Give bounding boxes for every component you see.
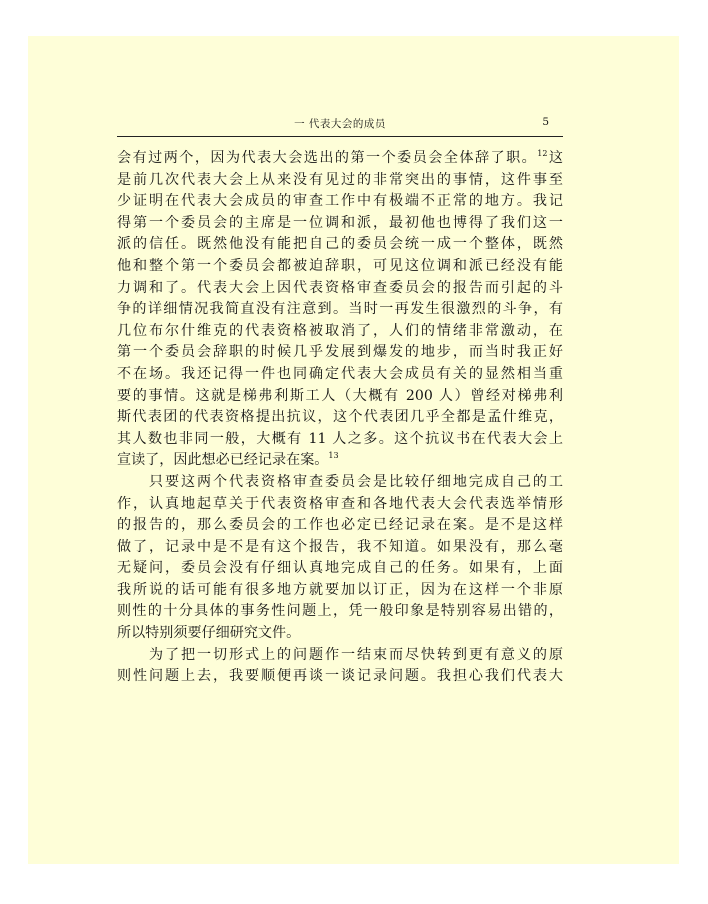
- line-text: 得第一个委员会的主席是一位调和派，最初他也博得了我们这一: [117, 214, 563, 231]
- line-text: 的报告的，那么委员会的工作也必定已经记录在案。是不是这样: [117, 517, 563, 534]
- text-line: [117, 148, 563, 170]
- line-text: 斯代表团的代表资格提出抗议，这个代表团几乎全都是孟什维克，: [117, 409, 563, 426]
- line-text-tail: 这: [547, 150, 564, 166]
- line-text: 做了，记录中是不是有这个报告，我不知道。如果没有，那么毫: [117, 538, 563, 555]
- line-text: 宣读了，因此想必已经记录在案。: [117, 452, 329, 469]
- text-line: [117, 666, 563, 688]
- line-text: 他和整个第一个委员会都被迫辞职，可见这位调和派已经没有能: [117, 257, 563, 274]
- line-text: 为了把一切形式上的问题作一结束而尽快转到更有意义的原: [117, 646, 563, 663]
- text-line: [117, 191, 563, 213]
- line-text: 则性问题上去，我要顺便再谈一谈记录问题。我担心我们代表大: [117, 668, 563, 685]
- text-line: [117, 515, 563, 537]
- header-title: 一 代表大会的成员: [294, 118, 386, 130]
- line-text: 几位布尔什维克的代表资格被取消了，人们的情绪非常激动，在: [117, 322, 563, 339]
- text-line: [117, 386, 563, 408]
- line-text: 少证明在代表大会成员的审查工作中有极端不正常的地方。我记: [117, 193, 563, 210]
- page-number: 5: [542, 116, 549, 128]
- text-line: [117, 623, 563, 645]
- line-text: 其人数也非同一般，大概有 11 人之多。这个抗议书在代表大会上: [117, 430, 563, 447]
- text-line: [117, 234, 563, 256]
- footnote-marker: 12: [537, 149, 548, 158]
- line-text: 会有过两个，因为代表大会选出的第一个委员会全体辞了职。: [117, 150, 538, 166]
- text-line: [117, 170, 563, 192]
- text-line: [117, 407, 563, 429]
- line-text: 是前几次代表大会上从来没有见过的非常突出的事情，这件事至: [117, 171, 563, 188]
- line-text: 我所说的话可能有很多地方就要加以订正，因为在这样一个非原: [117, 581, 563, 598]
- text-line: [117, 429, 563, 451]
- text-line: [117, 645, 563, 667]
- footnote-marker: 13: [328, 451, 339, 461]
- line-text: 要的事情。这就是梯弗利斯工人（大概有 200 人）曾经对梯弗利: [117, 387, 563, 404]
- line-text: 不在场。我还记得一件也同确定代表大会成员有关的显然相当重: [117, 365, 563, 382]
- text-line: [117, 558, 563, 580]
- line-text: 派的信任。既然他没有能把自己的委员会统一成一个整体，既然: [117, 236, 563, 253]
- line-text: 只要这两个代表资格审查委员会是比较仔细地完成自己的工: [117, 473, 563, 490]
- text-line: [117, 472, 563, 494]
- line-text: 作，认真地起草关于代表资格审查和各地代表大会代表选举情形: [117, 495, 563, 512]
- body-text: [117, 148, 563, 688]
- line-text: 则性的十分具体的事务性问题上，凭一般印象是特别容易出错的，: [117, 603, 563, 620]
- text-line: [117, 213, 563, 235]
- line-text: 无疑问，委员会没有仔细认真地完成自己的任务。如果有，上面: [117, 560, 563, 577]
- text-line: [117, 364, 563, 386]
- line-text: 争的详细情况我简直没有注意到。当时一再发生很激烈的斗争，有: [117, 301, 563, 318]
- line-text: 力调和了。代表大会上因代表资格审查委员会的报告而引起的斗: [117, 279, 563, 296]
- text-line: [117, 342, 563, 364]
- line-text: 所以特别须要仔细研究文件。: [117, 625, 301, 642]
- text-line: [117, 580, 563, 602]
- text-line: [117, 450, 563, 472]
- running-header: [117, 114, 563, 137]
- text-line: [117, 321, 563, 343]
- line-text: 第一个委员会辞职的时候几乎发展到爆发的地步，而当时我正好: [117, 344, 563, 361]
- text-line: [117, 278, 563, 300]
- text-line: [117, 601, 563, 623]
- text-line: [117, 537, 563, 559]
- text-line: [117, 494, 563, 516]
- text-line: [117, 299, 563, 321]
- text-line: [117, 256, 563, 278]
